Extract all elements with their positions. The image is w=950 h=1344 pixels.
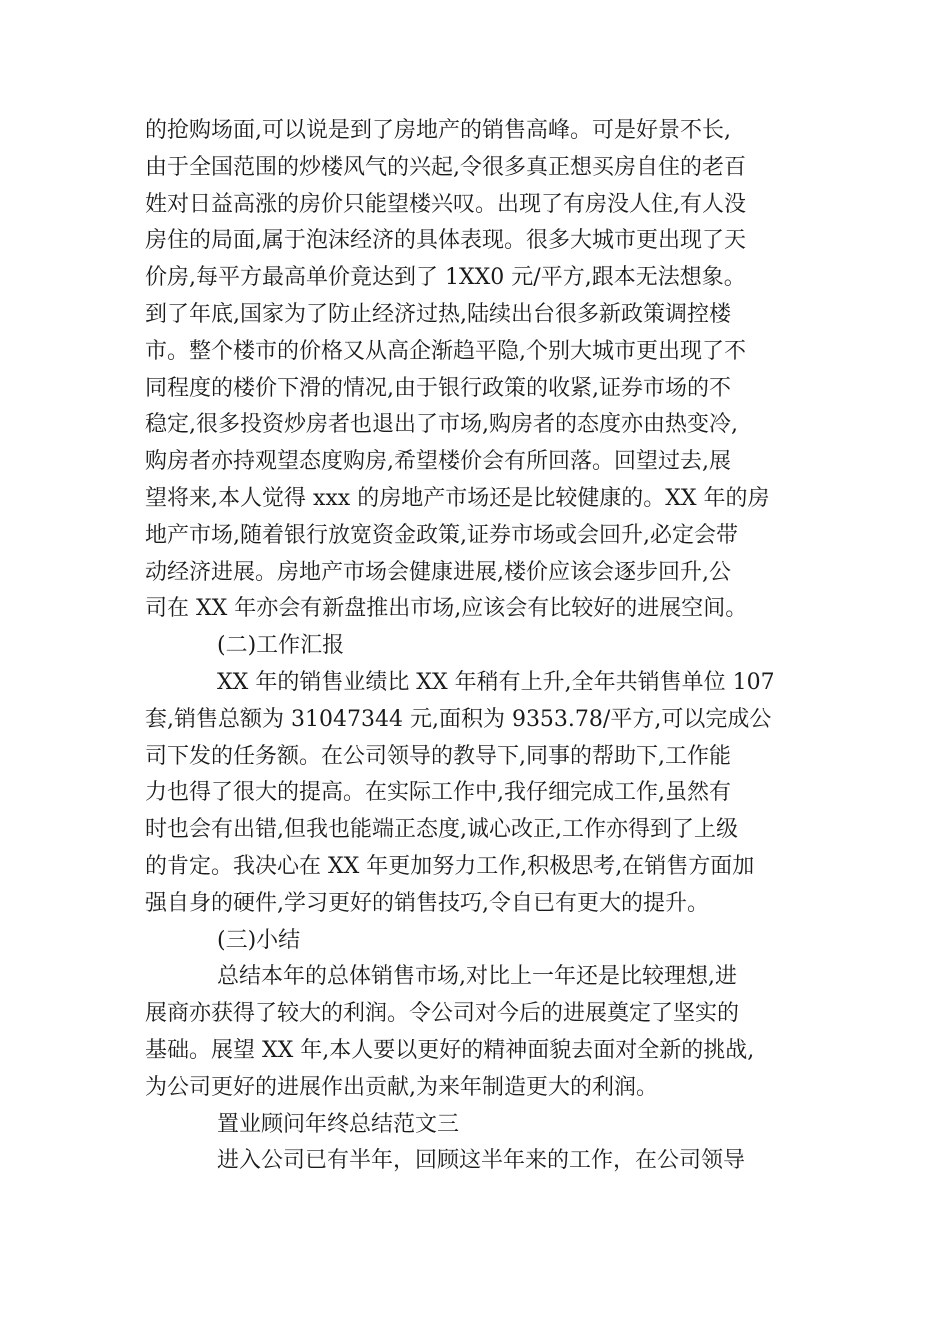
- text-line: 时也会有出错,但我也能端正态度,诚心改正,工作亦得到了上级: [145, 817, 738, 843]
- text-line: 强自身的硬件,学习更好的销售技巧,令自已有更大的提升。: [145, 890, 709, 916]
- text-line: 的抢购场面,可以说是到了房地产的销售高峰。可是好景不长,: [145, 118, 731, 143]
- text-line: 展商亦获得了较大的利润。令公司对今后的进展奠定了坚实的: [145, 1001, 740, 1027]
- text-line: (三)小结: [217, 927, 301, 953]
- text-line: 为公司更好的进展作出贡献,为来年制造更大的利润。: [145, 1074, 658, 1100]
- text-line: 同程度的楼价下滑的情况,由于银行政策的收紧,证券市场的不: [145, 375, 731, 401]
- text-line: 价房,每平方最高单价竟达到了 1XX0 元/平方,跟本无法想象。: [145, 265, 746, 291]
- text-line: 姓对日益高涨的房价只能望楼兴叹。出现了有房没人住,有人没: [145, 191, 746, 217]
- document-body: [145, 113, 815, 1180]
- text-line: 的肯定。我决心在 XX 年更加努力工作,积极思考,在销售方面加: [145, 853, 755, 879]
- text-line: 司在 XX 年亦会有新盘推出市场,应该会有比较好的进展空间。: [145, 596, 748, 622]
- text-line: 市。整个楼市的价格又从高企渐趋平隐,个别大城市更出现了不: [145, 338, 746, 364]
- text-line: 套,销售总额为 31047344 元,面积为 9353.78/平方,可以完成公: [145, 706, 772, 732]
- text-line: 购房者亦持观望态度购房,希望楼价会有所回落。回望过去,展: [145, 449, 731, 475]
- text-line: 进入公司已有半年，回顾这半年来的工作，在公司领导: [217, 1148, 746, 1174]
- text-line: (二)工作汇报: [217, 633, 345, 659]
- text-line: 房住的局面,属于泡沫经济的具体表现。很多大城市更出现了天: [145, 228, 746, 254]
- text-line: 司下发的任务额。在公司领导的教导下,同事的帮助下,工作能: [145, 743, 731, 769]
- text-line: 到了年底,国家为了防止经济过热,陆续出台很多新政策调控楼: [145, 301, 731, 327]
- text-line: 动经济进展。房地产市场会健康进展,楼价应该会逐步回升,公: [145, 559, 731, 585]
- text-line: 总结本年的总体销售市场,对比上一年还是比较理想,进: [217, 964, 737, 990]
- text-line: 地产市场,随着银行放宽资金政策,证券市场或会回升,必定会带: [145, 522, 738, 548]
- text-line: 置业顾问年终总结范文三: [217, 1111, 460, 1137]
- text-line: 由于全国范围的炒楼风气的兴起,令很多真正想买房自住的老百: [145, 154, 746, 180]
- text-line: 基础。展望 XX 年,本人要以更好的精神面貌去面对全新的挑战,: [145, 1037, 755, 1063]
- text-line: 稳定,很多投资炒房者也退出了市场,购房者的态度亦由热变冷,: [145, 412, 738, 438]
- text-line: 力也得了很大的提高。在实际工作中,我仔细完成工作,虽然有: [145, 780, 731, 806]
- text-line: 望将来,本人觉得 xxx 的房地产市场还是比较健康的。XX 年的房: [145, 485, 770, 511]
- text-line: XX 年的销售业绩比 XX 年稍有上升,全年共销售单位 107: [217, 669, 775, 695]
